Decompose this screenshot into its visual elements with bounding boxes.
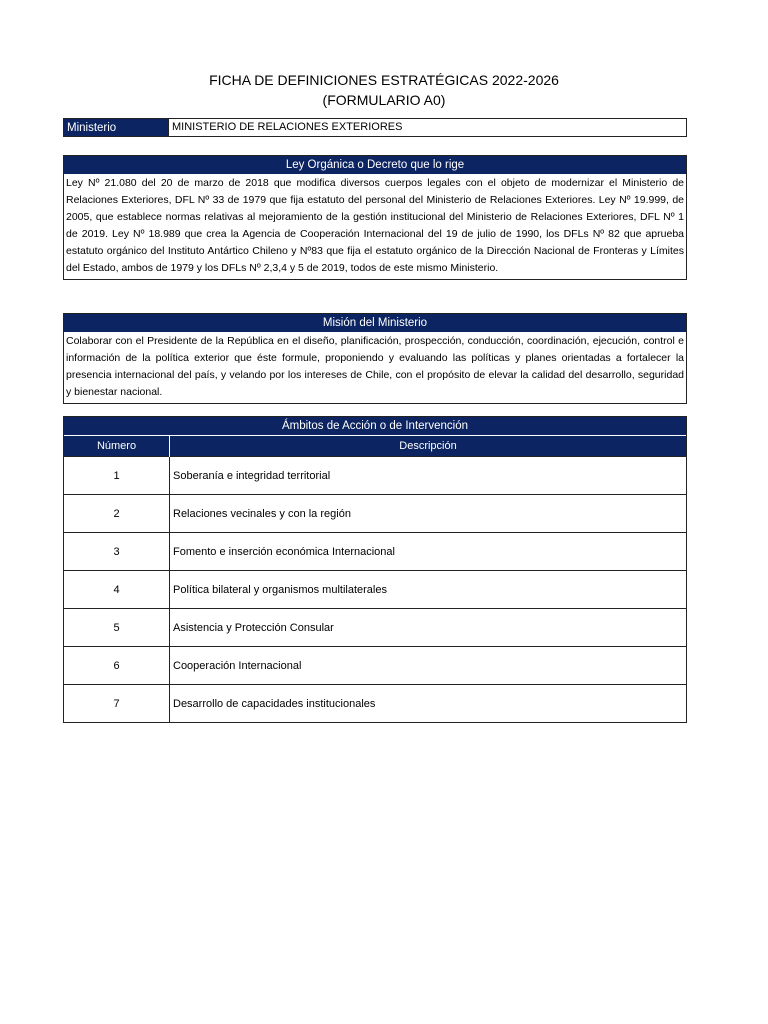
col-descripcion-header: Descripción bbox=[170, 436, 687, 457]
row-numero: 7 bbox=[64, 685, 170, 723]
table-row bbox=[64, 609, 686, 647]
table-row bbox=[64, 685, 686, 723]
row-numero: 1 bbox=[64, 457, 170, 495]
ambitos-heading: Ámbitos de Acción o de Intervención bbox=[64, 417, 686, 436]
mision-section bbox=[63, 313, 687, 404]
row-numero: 5 bbox=[64, 609, 170, 647]
row-descripcion: Desarrollo de capacidades institucionales bbox=[170, 685, 687, 723]
table-row bbox=[64, 533, 686, 571]
table-row bbox=[64, 571, 686, 609]
row-descripcion: Asistencia y Protección Consular bbox=[170, 609, 687, 647]
table-header-row bbox=[64, 436, 686, 457]
row-descripcion: Relaciones vecinales y con la región bbox=[170, 495, 687, 533]
table-row bbox=[64, 647, 686, 685]
row-descripcion: Política bilateral y organismos multilaterales bbox=[170, 571, 687, 609]
ministerio-value: MINISTERIO DE RELACIONES EXTERIORES bbox=[168, 119, 686, 136]
page-title bbox=[0, 70, 768, 110]
row-numero: 3 bbox=[64, 533, 170, 571]
ley-text: Ley Nº 21.080 del 20 de marzo de 2018 que modifica diversos cuerpos legales con el objeto de modernizar el Ministerio de Relaciones Exteriores, DFL Nº 33 de 1979 que fija estatuto del personal del Ministerio de Relaciones Exteriores. Ley Nº 19.999, de 2005, que establece normas relativas al mejoramiento de la gestión institucional del Ministerio de Relaciones Exteriores, DFL Nº 1 de 2019. Ley Nº 18.989 que crea la Agencia de Cooperación Internacional del 19 de julio de 1990, los DFLs Nº 82 que aprueba estatuto orgánico del Instituto Antártico Chileno y Nº83 que fija el estatuto orgánico de la Dirección Nacional de Fronteras y Límites del Estado, ambos de 1979 y los DFLs Nº 2,3,4 y 5 de 2019, todos de este mismo Ministerio. bbox=[66, 177, 684, 274]
ministerio-label: Ministerio bbox=[64, 119, 168, 136]
ministerio-row bbox=[63, 118, 687, 137]
ambitos-section bbox=[63, 416, 687, 723]
ley-section bbox=[63, 155, 687, 280]
row-descripcion: Soberanía e integridad territorial bbox=[170, 457, 687, 495]
title-line-1: FICHA DE DEFINICIONES ESTRATÉGICAS 2022-2026 bbox=[209, 72, 559, 88]
mision-heading: Misión del Ministerio bbox=[64, 314, 686, 332]
ambitos-table bbox=[64, 436, 686, 722]
row-numero: 4 bbox=[64, 571, 170, 609]
row-numero: 6 bbox=[64, 647, 170, 685]
title-line-2: (FORMULARIO A0) bbox=[322, 92, 446, 108]
ley-heading: Ley Orgánica o Decreto que lo rige bbox=[64, 156, 686, 174]
row-numero: 2 bbox=[64, 495, 170, 533]
table-row bbox=[64, 495, 686, 533]
col-numero-header: Número bbox=[64, 436, 170, 457]
row-descripcion: Fomento e inserción económica Internacional bbox=[170, 533, 687, 571]
row-descripcion: Cooperación Internacional bbox=[170, 647, 687, 685]
mision-text: Colaborar con el Presidente de la República en el diseño, planificación, prospección, conducción, coordinación, ejecución, control e información de la política exterior que éste formule, proponiendo y evaluando las políticas y planes orientadas a fortalecer la presencia internacional del país, y velando por los intereses de Chile, con el propósito de elevar la calidad del desarrollo, seguridad y bienestar nacional. bbox=[66, 335, 684, 398]
table-row bbox=[64, 457, 686, 495]
